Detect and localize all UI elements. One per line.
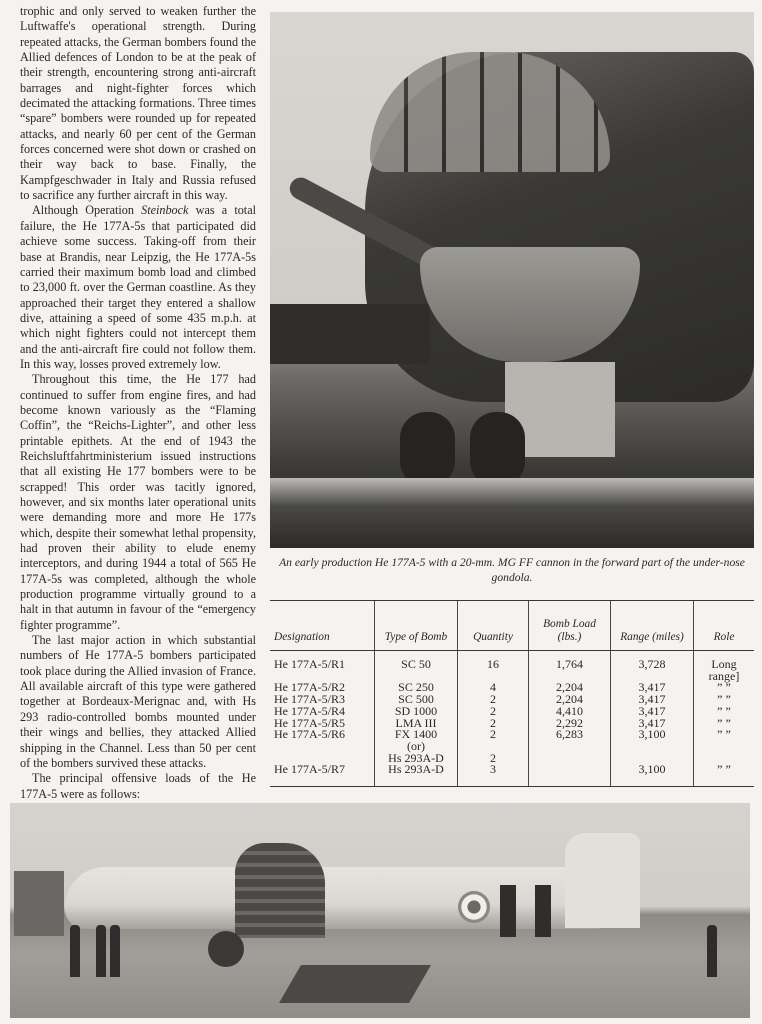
photo-wing-side [235,843,325,938]
cell-range: 3,100 [611,729,694,741]
cell-range: 3,100 [611,764,694,786]
cell-designation: He 177A-5/R3 [274,692,345,707]
photo-person [110,925,120,977]
cell-bomb-type: SC 500 [375,694,458,706]
cell-designation: He 177A-5/R7 [270,764,375,786]
header-range: Range (miles) [611,601,694,651]
cell-range: 3,417 [611,718,694,730]
photo-person [70,925,80,977]
paragraph-1: trophic and only served to weaken further the Luftwaffe's operational strength. During repeated attacks, the German bombers found the Allied defences of London to be at the peak of their strength, encountering strong anti-aircraft barrages and night-fighter forces which decimated the attacking formations. Three times “spare” bombers were rounded up for repeated attacks, and nearly 60 per cent of the German forces concerned were shot down or crashed on their way back to base. Finally, the Kampfgeschwader in Italy and Russia refused to sacrifice any further aircraft in this way. [20,4,256,203]
paragraph-5: The principal offensive loads of the He 177A-5 were as follows: [20,771,256,801]
photo-main-wheel [208,931,244,967]
cell-role: Long range] [694,651,755,683]
cell-quantity: 3 [458,764,529,786]
table-row [270,764,754,786]
cell-range: 3,417 [611,706,694,718]
cell-bomb-type: SC 250 [375,682,458,694]
cell-quantity: 2 [458,718,529,730]
he177-side-photo [10,803,750,1018]
photo-invasion-stripe [535,885,551,937]
cell-range [611,741,694,753]
photo-person [96,925,106,977]
header-quantity: Quantity [458,601,529,651]
cell-designation [270,741,375,753]
table-row [270,651,754,683]
cell-role [694,741,755,753]
photo-ground [270,478,754,548]
table-row [270,741,754,753]
he177-nose-photo [270,12,754,548]
cell-role: ” ” [694,694,755,706]
cell-designation: He 177A-5/R4 [274,703,345,718]
photo-roundel [458,891,490,923]
cell-designation: He 177A-5/R5 [274,715,345,730]
paragraph-3: Throughout this time, the He 177 had continued to suffer from engine fires, and had become known variously as the “Flaming Coffin”, the “Reichs-Lighter”, and other less printable epithets. At the end of 1943 the Reichsluftfahrtministerium issued instructions that all existing He 177 bombers were to be scrapped! This order was tacitly ignored, however, and six months later operational units were demanding more and more He 177s which, despite their somewhat lethal propensity, had proven their ability to elude enemy interceptors, and during 1944 a total of 565 He 177A-5s was completed, although the whole production programme virtually ground to a halt in that autumn in favour of the “emergency fighter programme”. [20,372,256,632]
cell-designation: He 177A-5/R1 [274,657,345,671]
cell-designation: He 177A-5/R2 [274,680,345,695]
cell-bomb-load [529,764,611,786]
header-bomb-load: Bomb Load (lbs.) [529,601,611,651]
cell-bomb-type: SD 1000 [375,706,458,718]
paragraph-2 [20,203,256,372]
cell-bomb-load: 2,204 [529,694,611,706]
cell-bomb-load: 6,283 [529,729,611,741]
photo-tail-fin [565,833,640,928]
cell-bomb-load [529,753,611,765]
article-body-column [20,4,256,802]
photo-wing-shape [270,304,430,364]
cell-bomb-type: SC 50 [375,651,458,683]
photo-aircraft-shadow [279,965,431,1003]
cell-range: 3,728 [611,651,694,683]
table-row [270,729,754,741]
header-role: Role [694,601,755,651]
cell-bomb-load: 2,292 [529,718,611,730]
cell-quantity: 2 [458,694,529,706]
paragraph-2-lead: Although Operation [32,203,142,218]
cell-role: ” ” [694,764,755,786]
header-designation: Designation [270,601,375,651]
cell-role: ” ” [694,706,755,718]
cell-quantity: 2 [458,753,529,765]
cell-bomb-type: Hs 293A-D [375,753,458,765]
cell-bomb-type: (or) [375,741,458,753]
cell-range: 3,417 [611,682,694,694]
photo-invasion-stripe [500,885,516,937]
cell-bomb-load: 1,764 [529,651,611,683]
cell-quantity: 16 [458,651,529,683]
header-bomb-type: Type of Bomb [375,601,458,651]
photo-hangar [14,871,64,936]
cell-bomb-type: LMA III [375,718,458,730]
paragraph-2-rest: was a total failure, the He 177A-5s that participated did achieve some success. Taking-off from their base at Brandis, near Leipzig, the He 177A-5s carried their maximum bomb load and climbed to 23,000 ft. over the German coastline. As they approached their target they entered a shallow dive, attaining a speed of some 435 m.p.h. at which night fighters could not intercept them and the anti-aircraft fire could not follow them. In this way, losses proved extremely low. [20,203,256,371]
photo-landing-gear-left [400,412,455,487]
cell-quantity: 2 [458,729,529,741]
cell-quantity: 2 [458,706,529,718]
cell-bomb-load [529,741,611,753]
cell-designation: He 177A-5/R6 [274,727,345,742]
cell-quantity: 4 [458,682,529,694]
photo-caption: An early production He 177A-5 with a 20-mm. MG FF cannon in the forward part of the under-nose gondola. [279,556,745,584]
cell-bomb-load: 2,204 [529,682,611,694]
photo-person [707,925,717,977]
cell-bomb-type: FX 1400 [375,729,458,741]
cell-bomb-load: 4,410 [529,706,611,718]
cell-role: ” ” [694,718,755,730]
paragraph-4: The last major action in which substantial numbers of He 177A-5 bombers participated took place during the Allied invasion of France. All available aircraft of this type were gathered together at Bordeaux-Merignac and, with Hs 293 radio-controlled bombs mounted under their wings and bellies, they attacked Allied shipping in the Channel. Less than 50 per cent of the bombers survived these attacks. [20,633,256,770]
operation-name: Steinbock [141,203,189,218]
cell-bomb-type: Hs 293A-D [375,764,458,786]
table-header-row [270,601,754,651]
cell-role: ” ” [694,729,755,741]
offensive-loads-table [270,600,754,787]
cell-role: ” ” [694,682,755,694]
cell-range: 3,417 [611,694,694,706]
photo-landing-gear-right [470,412,525,487]
